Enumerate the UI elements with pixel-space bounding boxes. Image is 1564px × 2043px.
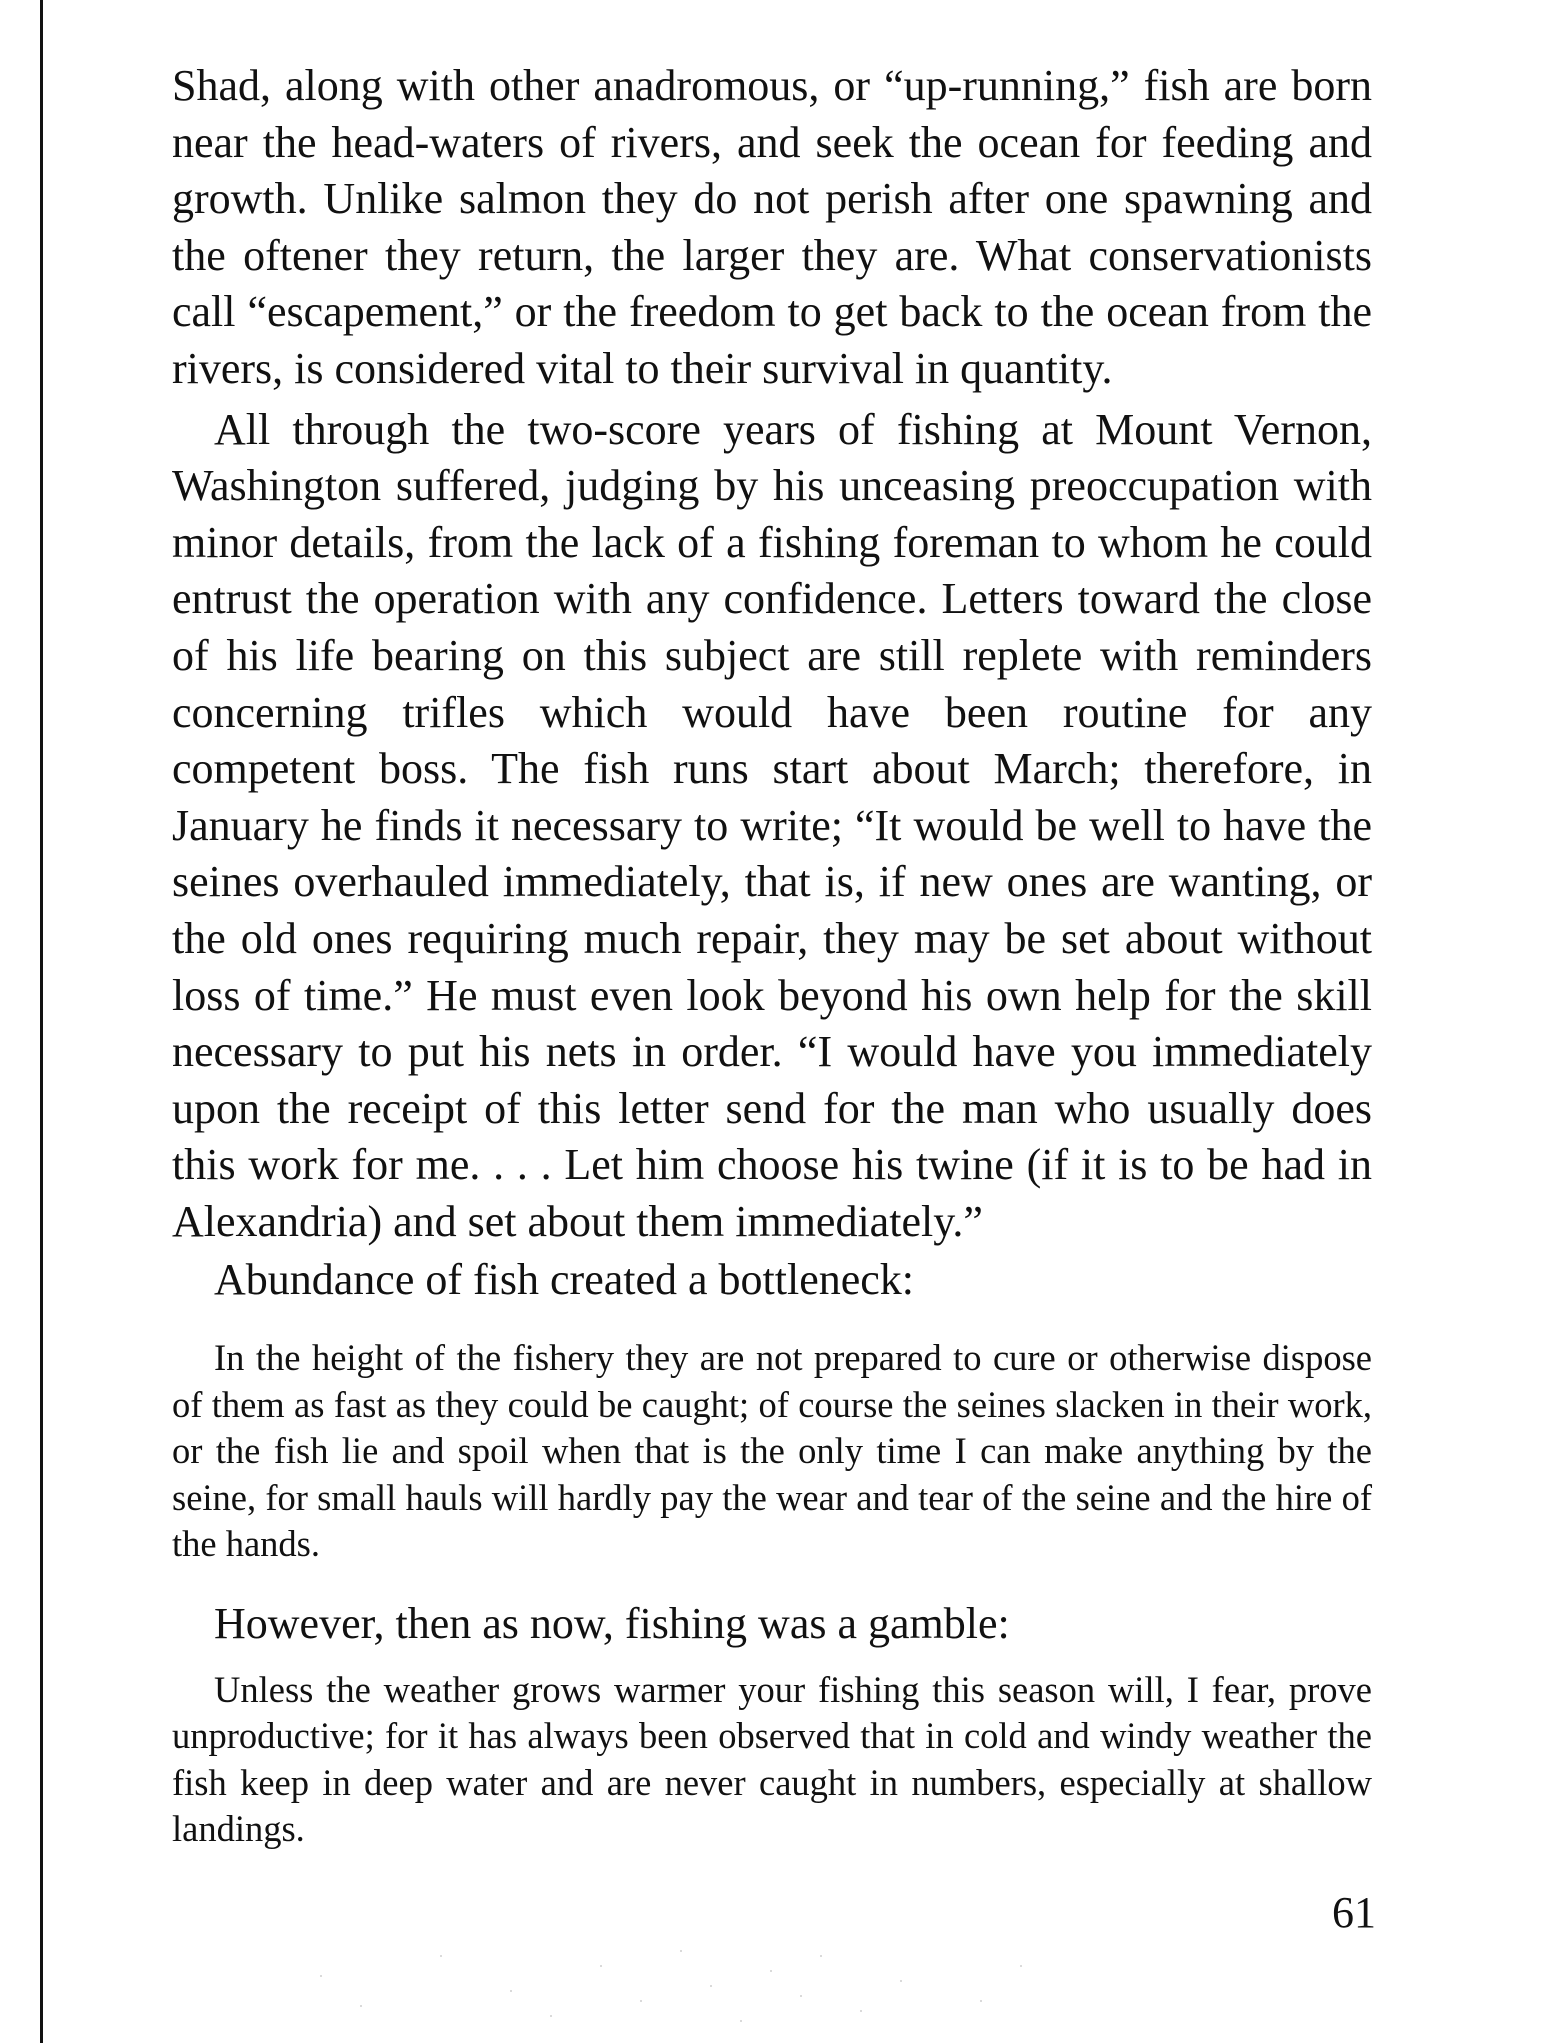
text-column xyxy=(172,58,1372,1853)
scan-speckle xyxy=(300,1935,1060,2035)
block-quote-weather: Unless the weather grows warmer your fishing this season will, I fear, prove unproductive; for it has always been observed that in cold and windy weather the fish keep in deep water and are never caught in numbers, especially at shallow landings. xyxy=(172,1668,1372,1850)
paragraph-bottleneck-lead: Abundance of fish created a bottleneck: xyxy=(214,1255,915,1305)
paragraph-washington-fishing: All through the two-score years of fishing at Mount Vernon, Washington suffered, judging by his unceasing preoccupation with minor details, from the lack of a fishing foreman to whom he could entrust the operation with any confidence. Letters toward the close of his life bearing on this subject are still replete with reminders concerning trifles which would have been routine for any competent boss. The fish runs start about March; therefore, in January he finds it necessary to write; “It would be well to have the seines overhauled immediately, that is, if new ones are wanting, or the old ones requiring much repair, they may be set about without loss of time.” He must even look beyond his own help for the skill necessary to put his nets in order. “I would have you immediately upon the receipt of this letter send for the man who usually does this work for me. . . . Let him choose his twine (if it is to be had in Alexandria) and set about them immediately.” xyxy=(172,404,1372,1246)
block-quote-fishery: In the height of the fishery they are not prepared to cure or otherwise dispose of them as fast as they could be caught; of course the seines slacken in their work, or the fish lie and spoil when that is the only time I can make anything by the seine, for small hauls will hardly pay the wear and tear of the seine and the hire of the hands. xyxy=(172,1337,1372,1565)
paragraph-gamble-lead: However, then as now, fishing was a gamble: xyxy=(214,1599,1010,1649)
paragraph-shad-intro: Shad, along with other anadromous, or “up-running,” fish are born near the head-waters of rivers, and seek the ocean for feeding and growth. Unlike salmon they do not perish after one spawning and the oftener they return, the larger they are. What conservationists call “escapement,” or the freedom to get back to the ocean from the rivers, is considered vital to their survival in quantity. xyxy=(172,61,1372,393)
page-number: 61 xyxy=(1332,1888,1376,1937)
page-edge-rule xyxy=(40,0,43,2043)
